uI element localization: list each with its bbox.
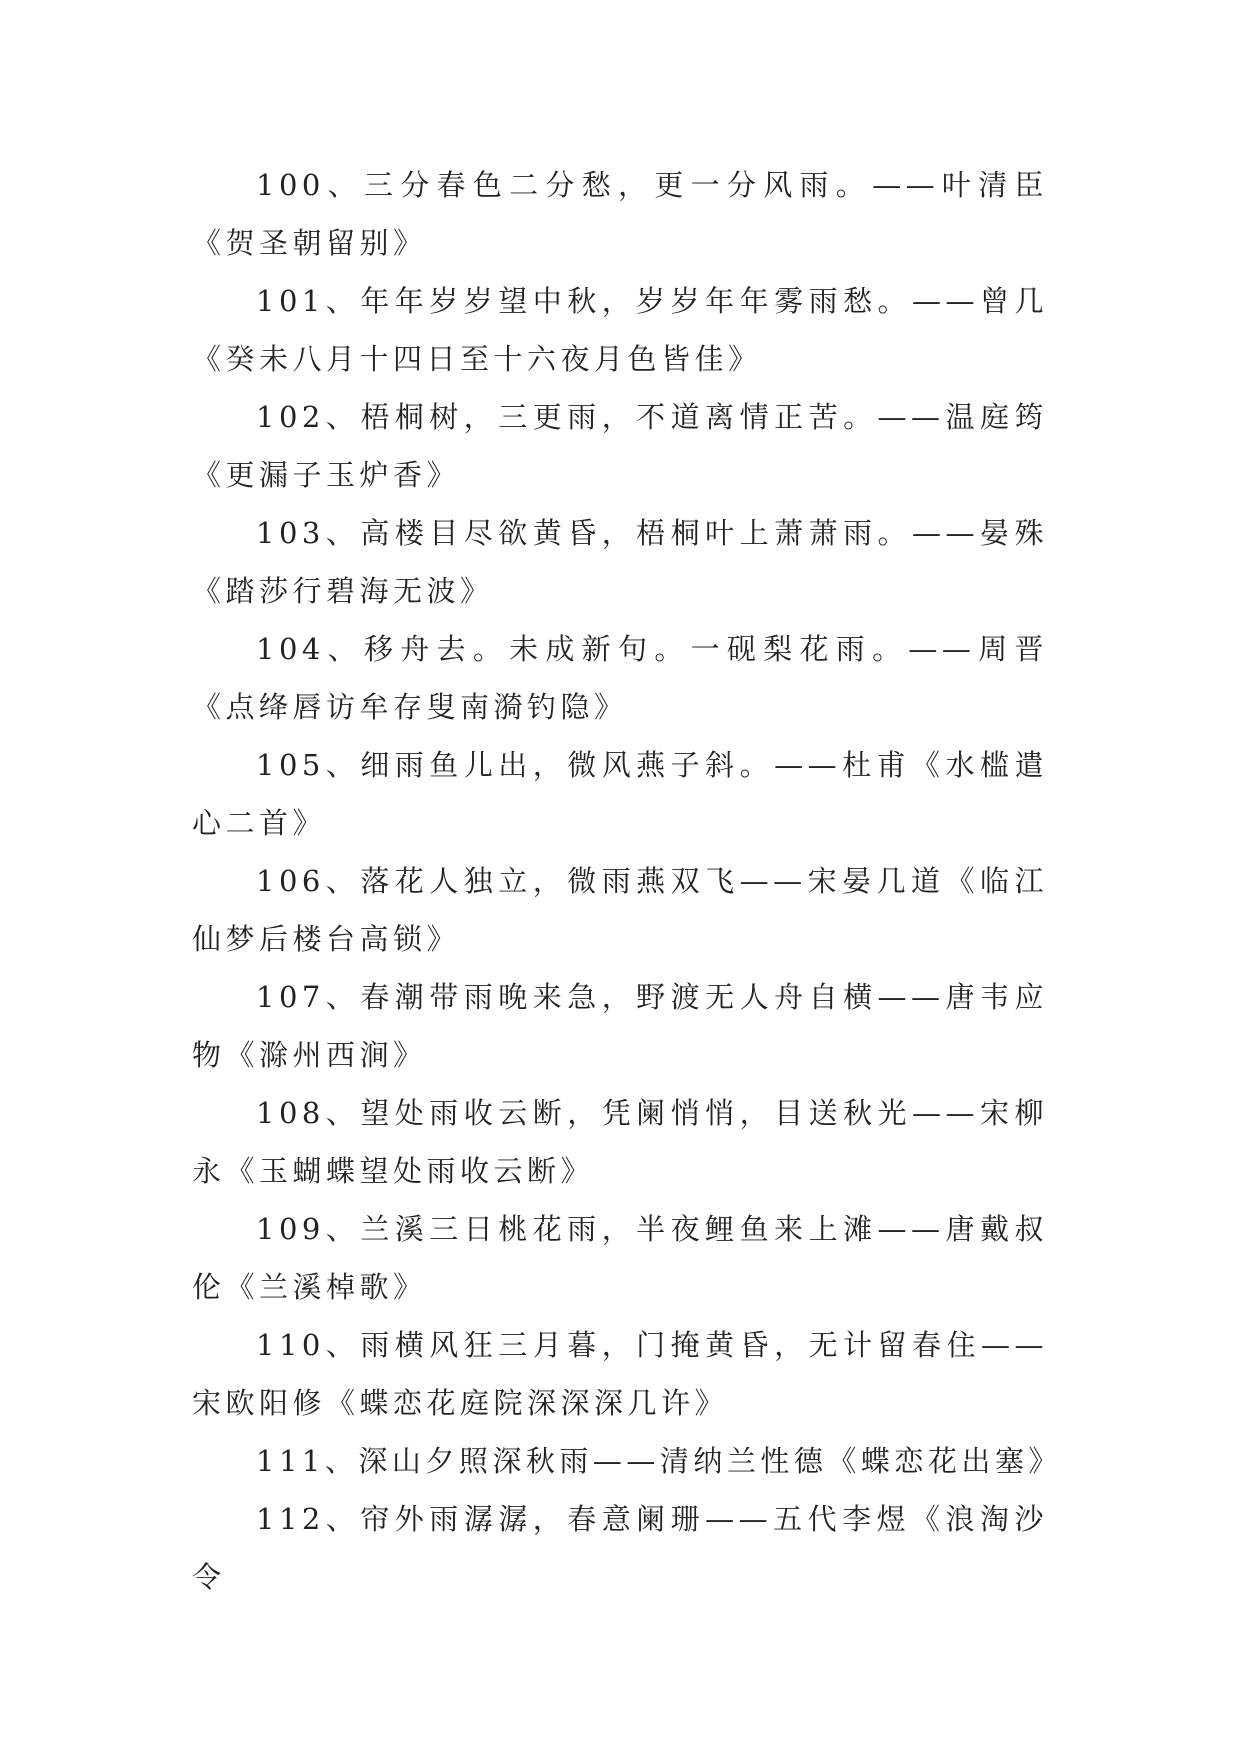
poem-line-104: 104、移舟去。未成新句。一砚梨花雨。——周晋《点绛唇访牟存叟南漪钓隐》 <box>192 632 1048 724</box>
poem-line-109: 109、兰溪三日桃花雨，半夜鲤鱼来上滩——唐戴叔伦《兰溪棹歌》 <box>192 1212 1048 1304</box>
poem-line-101: 101、年年岁岁望中秋，岁岁年年雾雨愁。——曾几《癸未八月十四日至十六夜月色皆佳》 <box>192 284 1048 376</box>
poem-line-108: 108、望处雨收云断，凭阑悄悄，目送秋光——宋柳永《玉蝴蝶望处雨收云断》 <box>192 1096 1048 1188</box>
poem-line-110: 110、雨横风狂三月暮，门掩黄昏，无计留春住——宋欧阳修《蝶恋花庭院深深深几许》 <box>192 1328 1048 1420</box>
poem-line-106: 106、落花人独立，微雨燕双飞——宋晏几道《临江仙梦后楼台高锁》 <box>192 864 1048 956</box>
poem-line-103: 103、高楼目尽欲黄昏，梧桐叶上萧萧雨。——晏殊《踏莎行碧海无波》 <box>192 516 1048 608</box>
poem-line-112: 112、帘外雨潺潺，春意阑珊——五代李煜《浪淘沙令 <box>192 1502 1048 1594</box>
poem-line-100: 100、三分春色二分愁，更一分风雨。——叶清臣《贺圣朝留别》 <box>192 168 1048 260</box>
poem-line-107: 107、春潮带雨晚来急，野渡无人舟自横——唐韦应物《滁州西涧》 <box>192 980 1048 1072</box>
poem-line-111: 111、深山夕照深秋雨——清纳兰性德《蝶恋花出塞》 <box>256 1444 1062 1478</box>
poem-line-105: 105、细雨鱼儿出，微风燕子斜。——杜甫《水槛遣心二首》 <box>192 748 1048 840</box>
document-body <box>192 156 1062 1606</box>
poem-line-102: 102、梧桐树，三更雨，不道离情正苦。——温庭筠《更漏子玉炉香》 <box>192 400 1048 492</box>
